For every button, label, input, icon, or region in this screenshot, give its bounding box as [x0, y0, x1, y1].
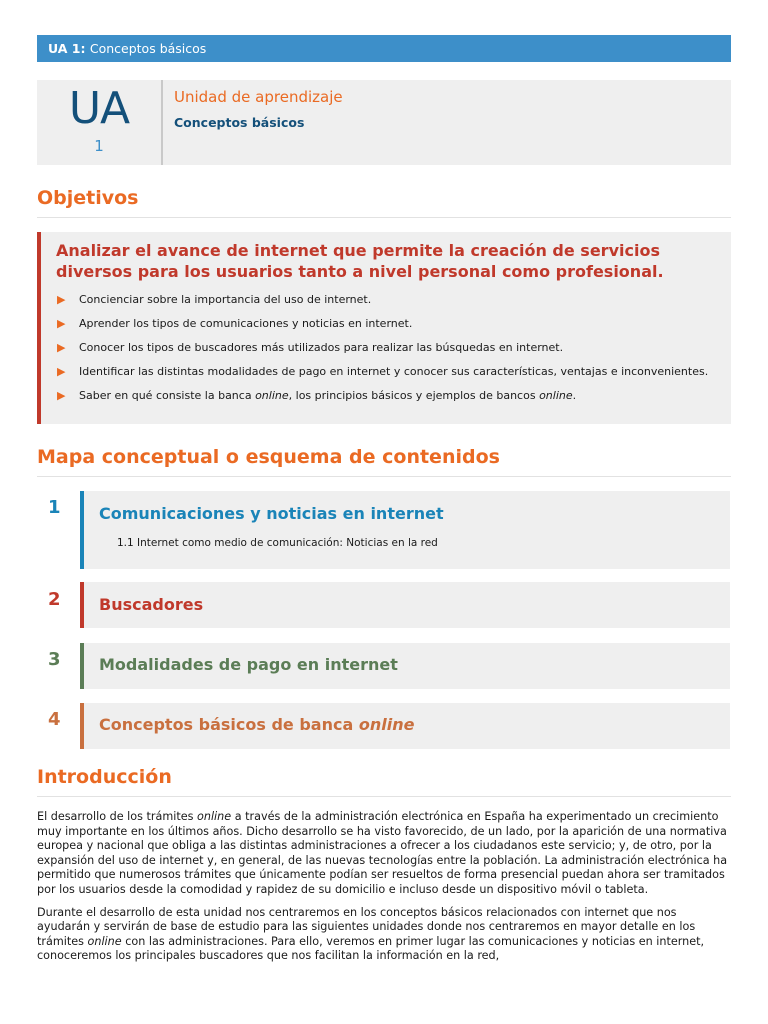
unit-info-box [37, 80, 731, 165]
map-section-3[interactable] [80, 643, 730, 689]
paragraph: El desarrollo de los trámites online a través de la administración electrónica en España ha experimentado un crecimiento muy importante en los últimos años. Dicho desarrollo se ha visto favorecido, de un lado, por la aparición de una normativa europea y nacional que obliga a las distintas administraciones a ofrecer a los ciudadanos este servicio; y, de otro, por la expansión del uso de internet y, en general, de las nuevas tecnologías entre la población. La administración electrónica ha permitido que numerosos trámites que únicamente podían ser resueltos de forma presencial puedan ahora ser tramitados por los usuarios desde la comodidad y rapidez de su domicilio e incluso desde un dispositivo móvil o tableta. [37, 810, 728, 896]
concept-map-title: Mapa conceptual o esquema de contenidos [37, 446, 731, 477]
unit-badge-label: UA [68, 83, 130, 134]
map-section-2[interactable] [80, 582, 730, 628]
arrow-bullet-icon: ▶ [57, 365, 66, 378]
map-section-4[interactable] [80, 703, 730, 749]
introduction-body [37, 810, 731, 972]
map-section-number: 1 [48, 497, 61, 518]
list-item: ▶ Aprender los tipos de comunicaciones y noticias en internet. [57, 317, 413, 330]
unit-kicker: Unidad de aprendizaje [174, 88, 343, 106]
map-section-number: 3 [48, 649, 61, 670]
objectives-box [37, 232, 731, 424]
list-item: ▶ Concienciar sobre la importancia del uso de internet. [57, 293, 372, 306]
list-item: ▶ Saber en qué consiste la banca online, los principios básicos y ejemplos de bancos online. [57, 389, 577, 402]
map-section-title: Modalidades de pago en internet [99, 655, 398, 674]
arrow-bullet-icon: ▶ [57, 341, 66, 354]
objectives-title: Objetivos [37, 187, 731, 218]
map-section-1[interactable] [80, 491, 730, 569]
list-item: ▶ Conocer los tipos de buscadores más utilizados para realizar las búsquedas en internet. [57, 341, 564, 354]
unit-header-bar [37, 35, 731, 62]
arrow-bullet-icon: ▶ [57, 389, 66, 402]
unit-badge-number: 1 [94, 137, 104, 155]
map-section-number: 2 [48, 589, 61, 610]
map-section-title: Buscadores [99, 595, 204, 614]
unit-badge [37, 80, 163, 165]
objectives-list [57, 293, 717, 413]
objectives-heading: Analizar el avance de internet que permite la creación de servicios diversos para los usuarios tanto a nivel personal como profesional. [56, 241, 664, 281]
paragraph: Durante el desarrollo de esta unidad nos centraremos en los conceptos básicos relacionados con internet que nos ayudarán y servirán de base de estudio para las siguientes unidades donde nos centraremos en mayor detalle en los trámites online con las administraciones. Para ello, veremos en primer lugar las comunicaciones y noticias en internet, conoceremos los principales buscadores que nos facilitan la información en la red, [37, 905, 705, 963]
map-section-title: Comunicaciones y noticias en internet [99, 504, 444, 523]
arrow-bullet-icon: ▶ [57, 317, 66, 330]
map-subsection[interactable]: 1.1 Internet como medio de comunicación: Noticias en la red [117, 537, 438, 549]
arrow-bullet-icon: ▶ [57, 293, 66, 306]
unit-title: Conceptos básicos [89, 41, 207, 56]
introduction-title: Introducción [37, 766, 731, 797]
unit-subtitle: Conceptos básicos [174, 115, 305, 130]
map-section-title: Conceptos básicos de banca online [99, 715, 415, 734]
map-section-number: 4 [48, 709, 61, 730]
list-item: ▶ Identificar las distintas modalidades de pago en internet y conocer sus características, ventajas e inconvenientes. [57, 365, 709, 378]
unit-code: UA 1: [48, 41, 86, 56]
